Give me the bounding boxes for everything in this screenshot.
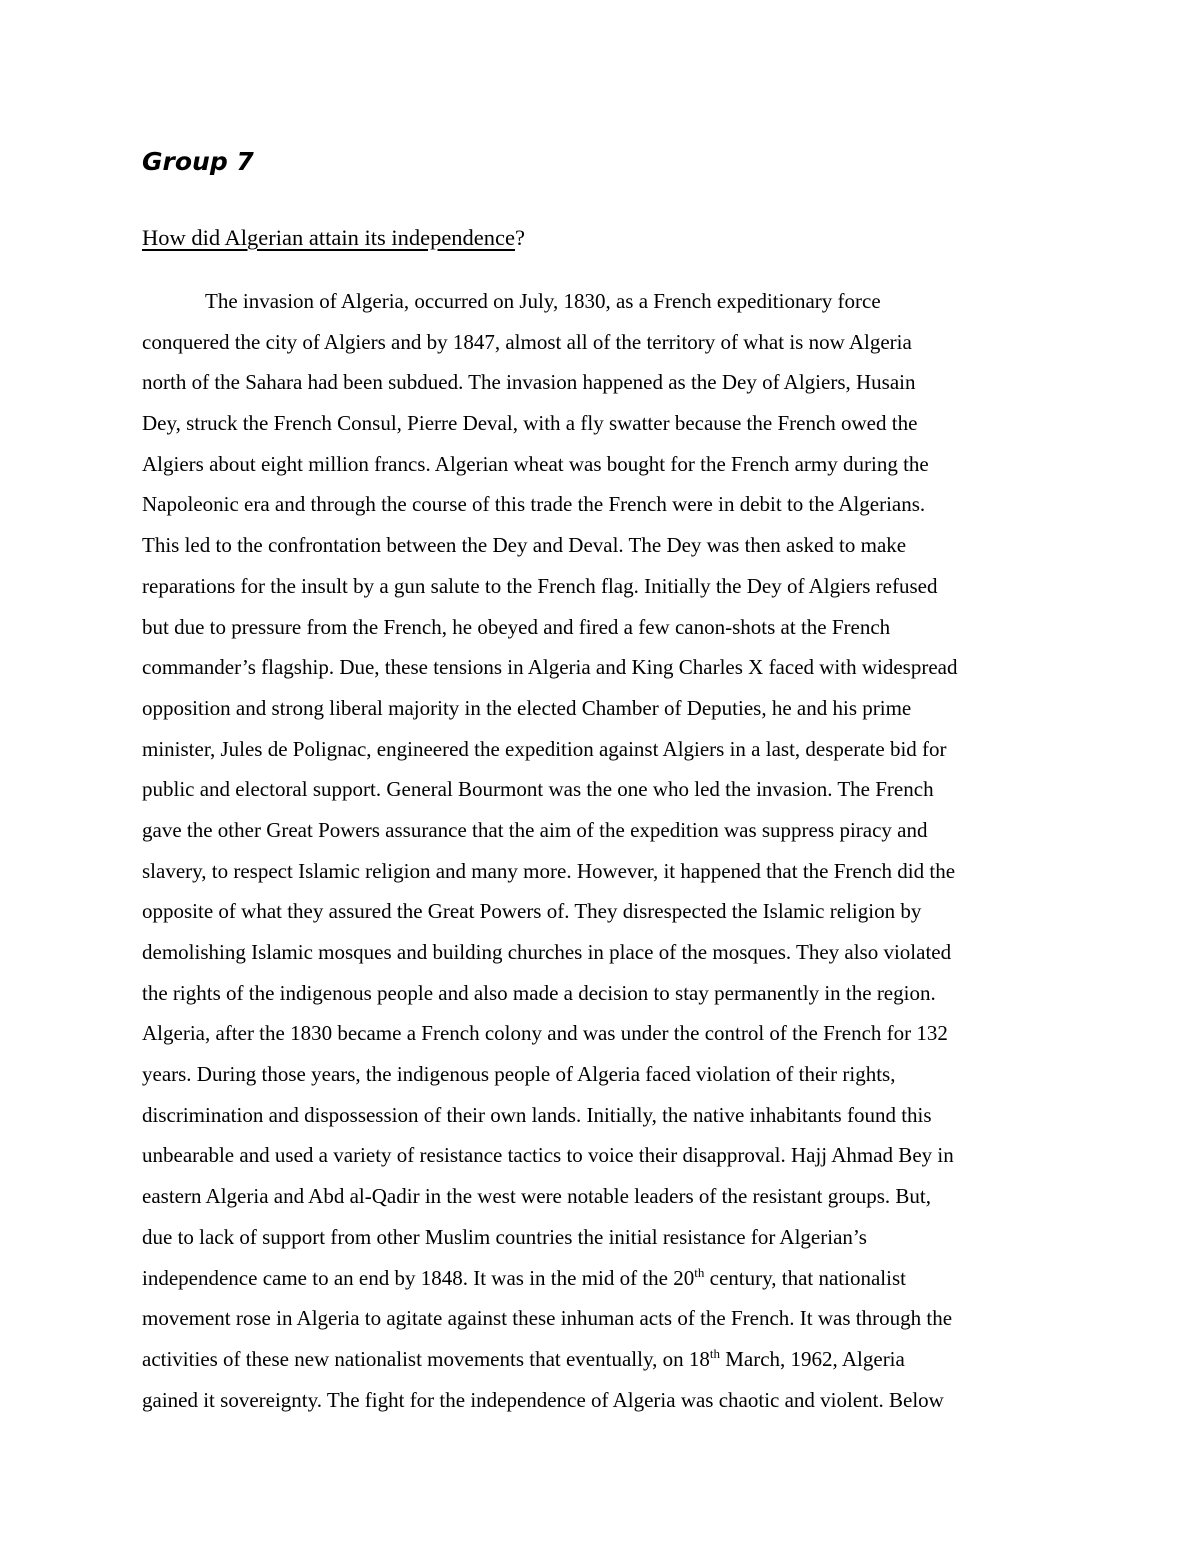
paragraph-line: reparations for the insult by a gun salute to the French flag. Initially the Dey of Algiers refused — [142, 573, 938, 598]
paragraph-line: gained it sovereignty. The fight for the independence of Algeria was chaotic and violent. Below — [142, 1387, 944, 1412]
paragraph-line: demolishing Islamic mosques and building churches in place of the mosques. They also violated — [142, 940, 952, 964]
paragraph-line: north of the Sahara had been subdued. The invasion happened as the Dey of Algiers, Husain — [142, 370, 916, 395]
group-heading: Group 7 — [142, 147, 254, 176]
line-text: March, 1962, Algeria — [719, 1346, 905, 1371]
paragraph-line: conquered the city of Algiers and by 1847, almost all of the territory of what is now Algeria — [142, 329, 912, 354]
question-text: How did Algerian attain its independence — [142, 225, 516, 250]
paragraph-line: opposition and strong liberal majority in the elected Chamber of Deputies, he and his prime — [142, 695, 912, 720]
question-mark: ? — [515, 225, 526, 250]
ordinal-suffix: th — [694, 1264, 705, 1280]
paragraph-line: gave the other Great Powers assurance that the aim of the expedition was suppress piracy and — [142, 817, 928, 842]
paragraph-line — [142, 1258, 1062, 1299]
paragraph-line: This led to the confrontation between the Dey and Deval. The Dey was then asked to make — [142, 533, 907, 558]
paragraph-line: discrimination and dispossession of their own lands. Initially, the native inhabitants found this — [142, 1102, 932, 1127]
paragraph-line: due to lack of support from other Muslim countries the initial resistance for Algerian’s — [142, 1224, 867, 1249]
line-text: independence came to an end by 1848. It was in the mid of the 20 — [142, 1265, 695, 1290]
paragraph-line: eastern Algeria and Abd al-Qadir in the west were notable leaders of the resistant groups. But, — [142, 1184, 932, 1209]
paragraph-line — [142, 1339, 1062, 1380]
line-text: activities of these new nationalist movements that eventually, on 18 — [142, 1346, 710, 1371]
paragraph-line: public and electoral support. General Bourmont was the one who led the invasion. The French — [142, 777, 934, 802]
ordinal-suffix: th — [709, 1345, 720, 1361]
paragraph-line: years. During those years, the indigenous people of Algeria faced violation of their rights, — [142, 1062, 896, 1087]
paragraph-line: The invasion of Algeria, occurred on July, 1830, as a French expeditionary force — [205, 289, 881, 313]
question-heading — [142, 218, 525, 258]
paragraph-line: unbearable and used a variety of resistance tactics to voice their disapproval. Hajj Ahmad Bey in — [142, 1143, 954, 1168]
paragraph-line: slavery, to respect Islamic religion and many more. However, it happened that the French did the — [142, 858, 956, 883]
paragraph-line: Dey, struck the French Consul, Pierre Deval, with a fly swatter because the French owed the — [142, 411, 918, 436]
paragraph-line: commander’s flagship. Due, these tensions in Algeria and King Charles X faced with widespread — [142, 655, 958, 680]
paragraph-line: opposite of what they assured the Great Powers of. They disrespected the Islamic religion by — [142, 899, 922, 924]
paragraph-line: movement rose in Algeria to agitate against these inhuman acts of the French. It was through the — [142, 1306, 953, 1331]
paragraph-line: minister, Jules de Polignac, engineered the expedition against Algiers in a last, desperate bid for — [142, 736, 947, 761]
paragraph-line: Algeria, after the 1830 became a French colony and was under the control of the French for 132 — [142, 1021, 948, 1046]
paragraph-line: Napoleonic era and through the course of this trade the French were in debit to the Algerians. — [142, 492, 926, 517]
paragraph-line: but due to pressure from the French, he obeyed and fired a few canon-shots at the French — [142, 614, 891, 639]
line-text: century, that nationalist — [704, 1265, 906, 1290]
body-paragraph — [142, 281, 1062, 1420]
paragraph-line: Algiers about eight million francs. Algerian wheat was bought for the French army during the — [142, 451, 929, 476]
paragraph-line: the rights of the indigenous people and also made a decision to stay permanently in the region. — [142, 980, 936, 1005]
